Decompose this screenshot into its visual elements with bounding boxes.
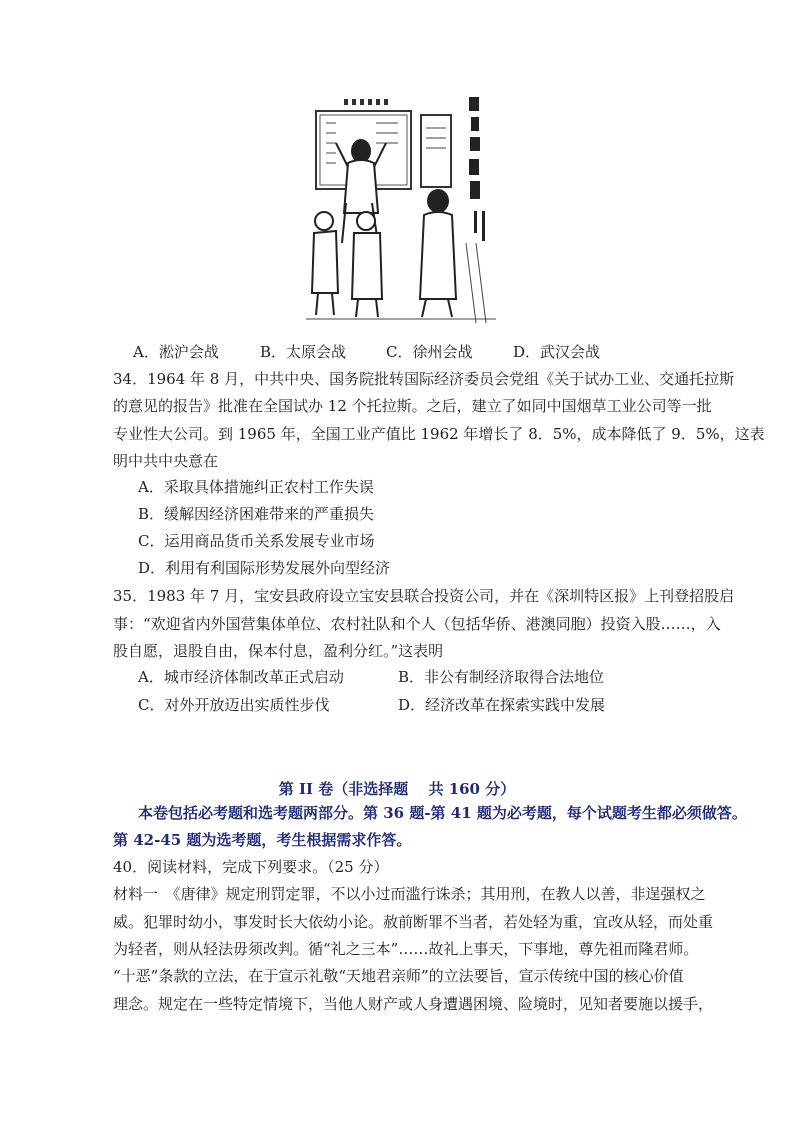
part2-intro-line-1: 本卷包括必考题和选考题两部分。第 36 题-第 41 题为必考题，每个试题考生都必须做答。 <box>138 804 747 822</box>
q33-option-a[interactable]: A．淞沪会战 <box>133 343 219 361</box>
q35-option-a[interactable]: A．城市经济体制改革正式启动 <box>138 668 344 686</box>
q35-option-b[interactable]: B．非公有制经济取得合法地位 <box>398 668 605 686</box>
q34-stem-line-2: 的意见的报告》批准在全国试办 12 个托拉斯。之后，建立了如同中国烟草工业公司等一批 <box>113 397 712 415</box>
cartoon-image <box>306 93 496 325</box>
q35-stem-line-1: 35．1983 年 7 月，宝安县政府设立宝安县联合投资公司，并在《深圳特区报》上刊登招股启 <box>113 587 735 605</box>
q35-stem-line-2: 事：“欢迎省内外国营集体单位、农村社队和个人（包括华侨、港澳同胞）投资入股……，入 <box>113 615 721 633</box>
q34-option-c[interactable]: C．运用商品货币关系发展专业市场 <box>138 532 375 550</box>
cartoon-drawing <box>306 93 496 325</box>
q40-material-line-1: 材料一 《唐律》规定刑罚定罪，不以小过而滥行诛杀；其用刑，在教人以善，非逞强权之 <box>113 885 706 903</box>
q34-option-a[interactable]: A．采取具体措施纠正农村工作失误 <box>138 478 374 496</box>
q35-option-d[interactable]: D．经济改革在探索实践中发展 <box>398 696 606 714</box>
q35-stem-line-3: 股自愿，退股自由，保本付息，盈利分红。”这表明 <box>113 642 444 660</box>
q40-stem: 40．阅读材料，完成下列要求。（25 分） <box>113 858 389 876</box>
part2-title: 第 II 卷（非选择题 共 160 分） <box>278 780 516 798</box>
q34-stem-line-3: 专业性大公司。到 1965 年，全国工业产值比 1962 年增长了 8．5%，成本降低了 9．5%，这表 <box>113 425 765 443</box>
q34-option-d[interactable]: D．利用有利国际形势发展外向型经济 <box>138 559 391 577</box>
q40-material-line-2: 威。犯罪时幼小，事发时长大依幼小论。赦前断罪不当者，若处轻为重，宜改从轻，而处重 <box>113 913 714 931</box>
q33-option-b[interactable]: B．太原会战 <box>260 343 347 361</box>
q34-option-b[interactable]: B．缓解因经济困难带来的严重损失 <box>138 505 375 523</box>
q33-options <box>133 341 733 361</box>
q34-stem-line-4: 明中共中央意在 <box>113 452 219 470</box>
q40-material-line-3: 为轻者，则从轻法毋须改判。循“礼之三本”……故礼上事天，下事地，尊先祖而隆君师。 <box>113 940 699 958</box>
q35-option-c[interactable]: C．对外开放迈出实质性步伐 <box>138 696 330 714</box>
q34-stem-line-1: 34．1964 年 8 月，中共中央、国务院批转国际经济委员会党组《关于试办工业、交通托拉斯 <box>113 370 735 388</box>
part2-intro-line-2: 第 42-45 题为选考题，考生根据需求作答。 <box>113 831 412 849</box>
q33-option-c[interactable]: C．徐州会战 <box>386 343 473 361</box>
q40-material-line-4: “十恶”条款的立法，在于宣示礼敬“天地君亲师”的立法要旨，宣示传统中国的核心价值 <box>113 967 684 985</box>
q33-option-d[interactable]: D．武汉会战 <box>513 343 601 361</box>
q40-material-line-5: 理念。规定在一些特定情境下，当他人财产或人身遭遇困境、险境时，见知者要施以援手， <box>113 995 714 1013</box>
